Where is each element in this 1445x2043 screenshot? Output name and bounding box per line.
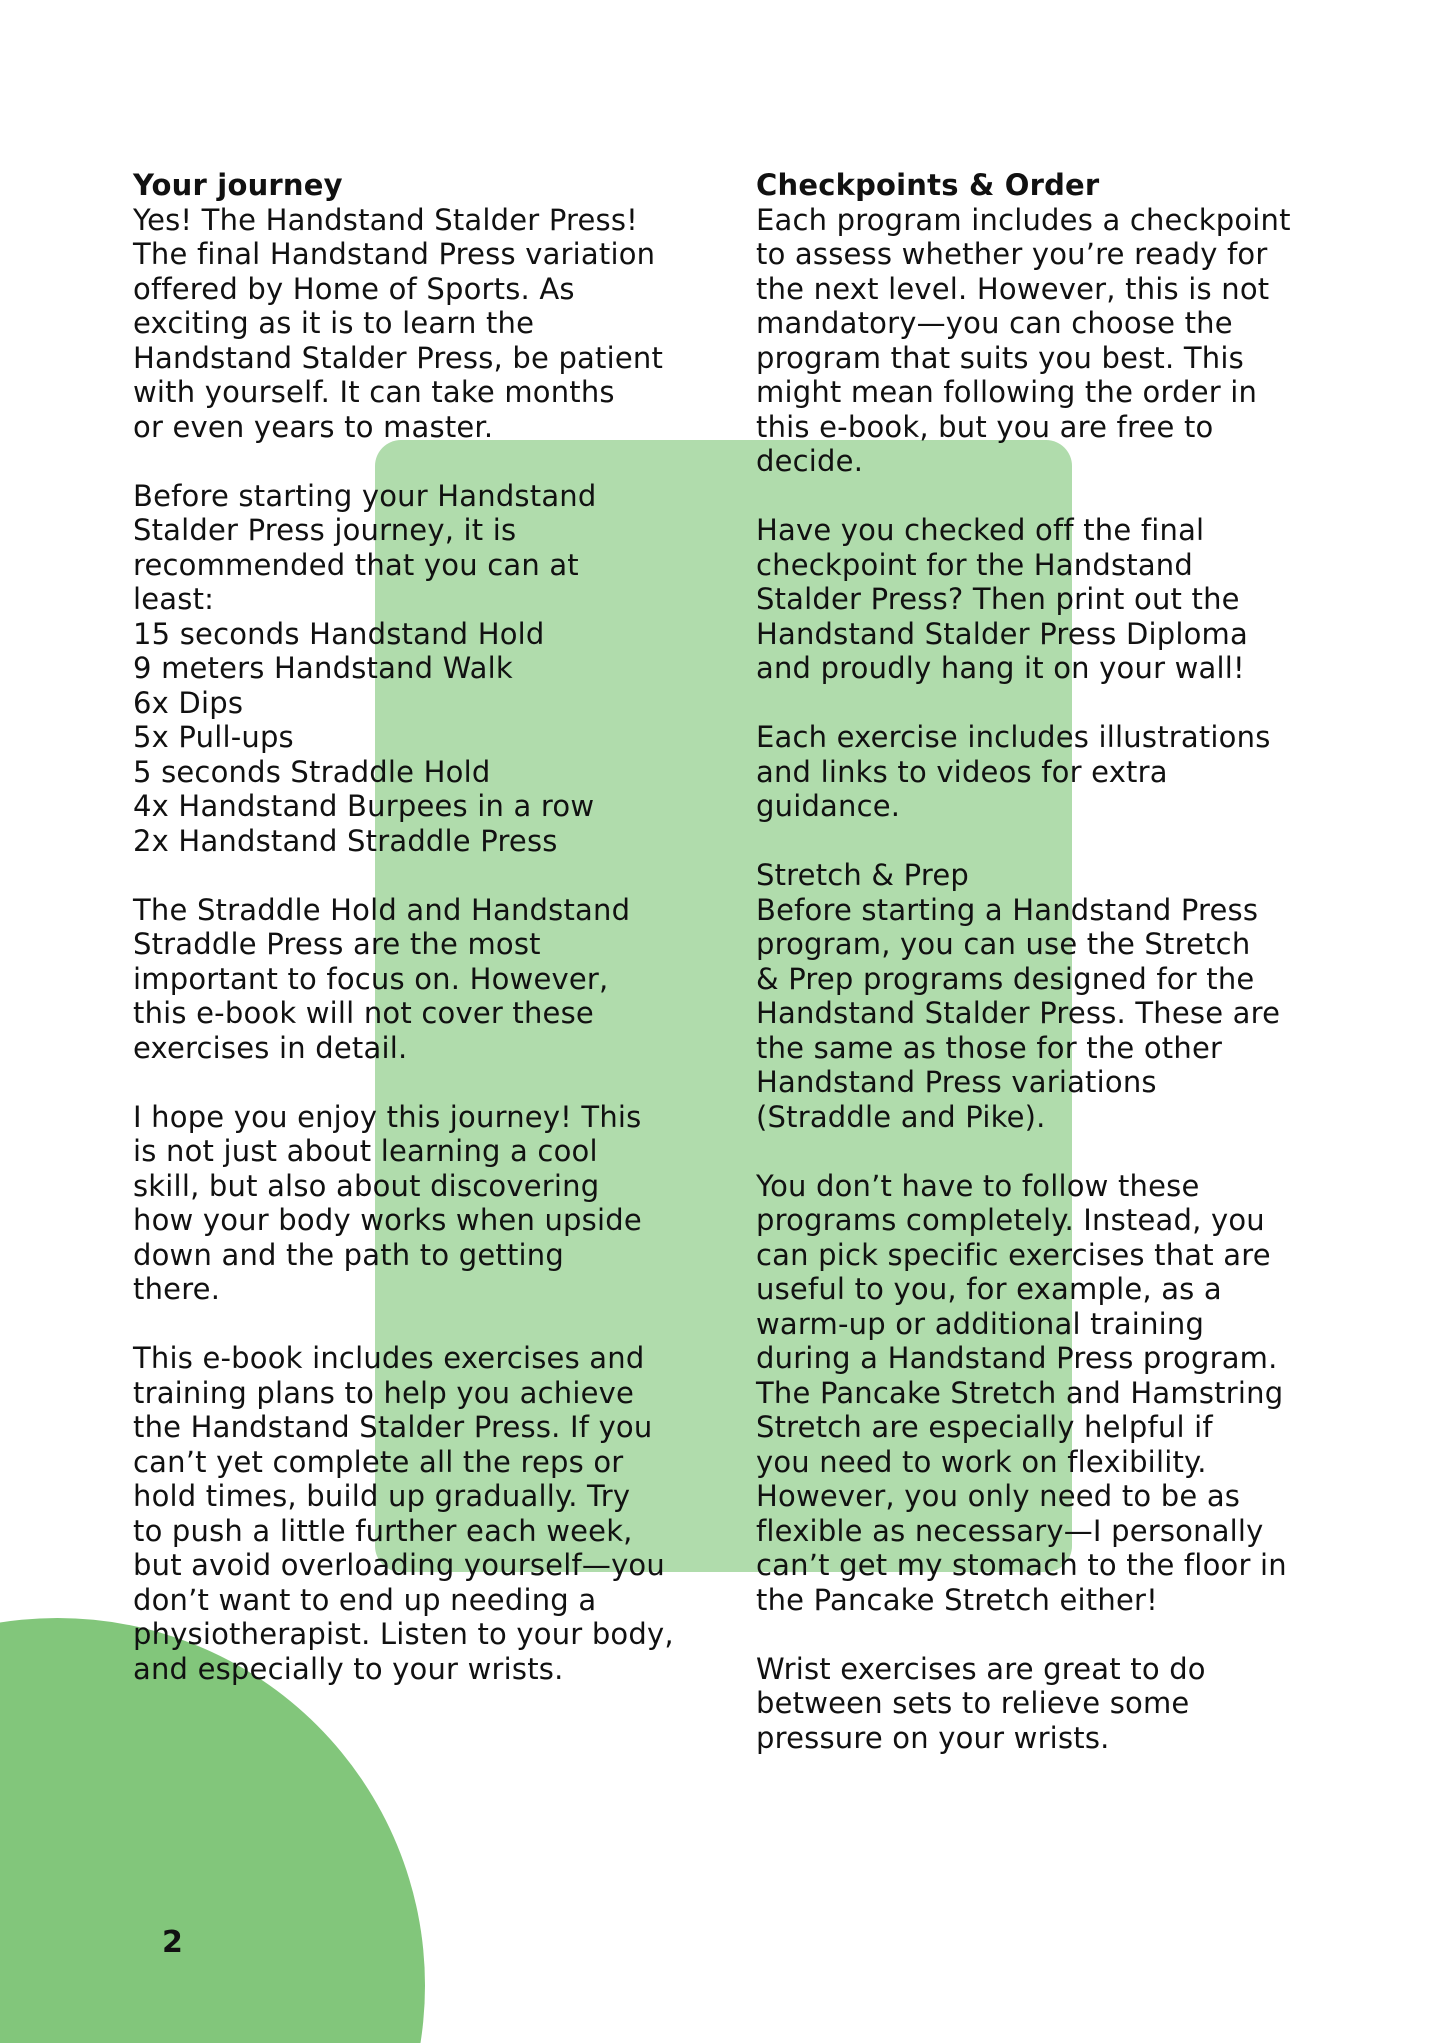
text-line: Stalder Press? Then print out the [756,582,1240,616]
text-line: important to focus on. However, [133,961,609,996]
paragraph [756,1169,1356,1618]
text-line: Handstand Stalder Press, be patient [133,340,664,375]
text-line: with yourself. It can take months [133,375,615,409]
text-line: might mean following the order in [756,375,1258,409]
paragraph [756,203,1356,479]
paragraph [133,203,723,445]
text-line: exciting as it is to learn the [133,306,535,340]
text-line: mandatory—you can choose the [756,306,1233,340]
text-line: I hope you enjoy this journey! This [133,1099,642,1134]
text-line: Stalder Press journey, it is [133,513,517,547]
left-column-body [133,203,723,1687]
text-line: Handstand Press variations [756,1065,1157,1099]
text-line: 9 meters Handstand Walk [133,651,513,685]
text-line: 5 seconds Straddle Hold [133,754,491,789]
text-line: there. [133,1272,221,1306]
text-line: Each program includes a checkpoint [756,202,1291,237]
text-line: the next level. However, this is not [756,271,1270,306]
right-column-body [756,203,1356,1756]
text-line: & Prep programs designed for the [756,961,1255,996]
text-line: can’t yet complete all the reps or [133,1444,624,1479]
text-line: The Straddle Hold and Handstand [133,892,631,927]
paragraph [133,1341,723,1686]
text-line: or even years to master. [133,409,494,444]
text-line: to push a little further each week, [133,1513,633,1548]
text-line: you need to work on flexibility. [756,1444,1207,1479]
text-line: the Handstand Stalder Press. If you [133,1410,653,1444]
text-line: 6x Dips [133,685,244,720]
text-line: this e-book will not cover these [133,996,594,1030]
text-line: Stretch are especially helpful if [756,1410,1213,1444]
text-line: Each exercise includes illustrations [756,720,1271,754]
page-number: 2 [162,1925,183,1960]
text-line: during a Handstand Press program. [756,1341,1278,1375]
paragraph [133,1100,723,1307]
text-line: to assess whether you’re ready for [756,237,1268,271]
text-line: Yes! The Handstand Stalder Press! [133,202,638,237]
text-line: 15 seconds Handstand Hold [133,616,545,651]
text-line: pressure on your wrists. [756,1720,1110,1755]
text-line: Have you checked off the final [756,513,1205,547]
paragraph [133,893,723,1066]
text-line: skill, but also about discovering [133,1168,600,1203]
text-line: Straddle Press are the most [133,927,541,961]
text-line: this e-book, but you are free to [756,409,1214,444]
text-line: checkpoint for the Handstand [756,547,1193,582]
text-line: physiotherapist. Listen to your body, [133,1617,674,1651]
text-line: Handstand Stalder Press Diploma [756,616,1248,651]
text-line: Wrist exercises are great to do [756,1651,1206,1686]
text-line: programs completely. Instead, you [756,1203,1265,1237]
text-line: flexible as necessary—I personally [756,1513,1264,1548]
text-line: training plans to help you achieve [133,1375,635,1410]
text-line: can’t get my stomach to the floor in [756,1548,1287,1582]
text-line: Before starting your Handstand [133,478,597,513]
text-line: However, you only need to be as [756,1479,1241,1513]
text-line: useful to you, for example, as a [756,1272,1222,1306]
text-line: and especially to your wrists. [133,1651,564,1686]
text-line: least: [133,582,215,616]
left-column [133,168,723,1721]
text-line: between sets to relieve some [756,1686,1190,1720]
text-line: can pick specific exercises that are [756,1237,1271,1272]
text-line: how your body works when upside [133,1203,642,1237]
text-line: recommended that you can at [133,547,579,582]
text-line: You don’t have to follow these [756,1168,1200,1203]
text-line: decide. [756,444,864,478]
section-heading-your-journey: Your journey [133,168,343,202]
text-line: the same as those for the other [756,1030,1223,1065]
text-line: offered by Home of Sports. As [133,271,575,306]
text-line: This e-book includes exercises and [133,1341,645,1375]
text-line: Stretch & Prep [756,858,969,892]
section-heading-checkpoints-order: Checkpoints & Order [756,168,1100,202]
paragraph [756,720,1356,824]
text-line: program that suits you best. This [756,340,1244,375]
text-line: The Pancake Stretch and Hamstring [756,1375,1284,1410]
text-line: and proudly hang it on your wall! [756,651,1245,685]
text-line: the Pancake Stretch either! [756,1582,1158,1617]
text-line: but avoid overloading yourself—you [133,1548,665,1582]
text-line: hold times, build up gradually. Try [133,1479,631,1513]
text-line: Handstand Stalder Press. These are [756,996,1281,1030]
paragraph [756,1652,1356,1756]
text-line: exercises in detail. [133,1030,408,1065]
text-line: don’t want to end up needing a [133,1582,597,1617]
text-line: and links to videos for extra [756,754,1168,789]
paragraph [133,479,723,859]
text-line: guidance. [756,789,901,823]
text-line: (Straddle and Pike). [756,1099,1046,1134]
text-line: 4x Handstand Burpees in a row [133,789,595,823]
text-line: 2x Handstand Straddle Press [133,823,558,858]
text-line: Before starting a Handstand Press [756,892,1259,927]
text-line: is not just about learning a cool [133,1134,598,1168]
right-column [756,168,1356,1790]
text-line: 5x Pull-ups [133,720,294,754]
text-line: The final Handstand Press variation [133,237,656,271]
text-line: warm-up or additional training [756,1306,1205,1341]
text-line: program, you can use the Stretch [756,927,1251,961]
text-line: down and the path to getting [133,1237,564,1272]
paragraph [756,513,1356,686]
paragraph [756,858,1356,1134]
